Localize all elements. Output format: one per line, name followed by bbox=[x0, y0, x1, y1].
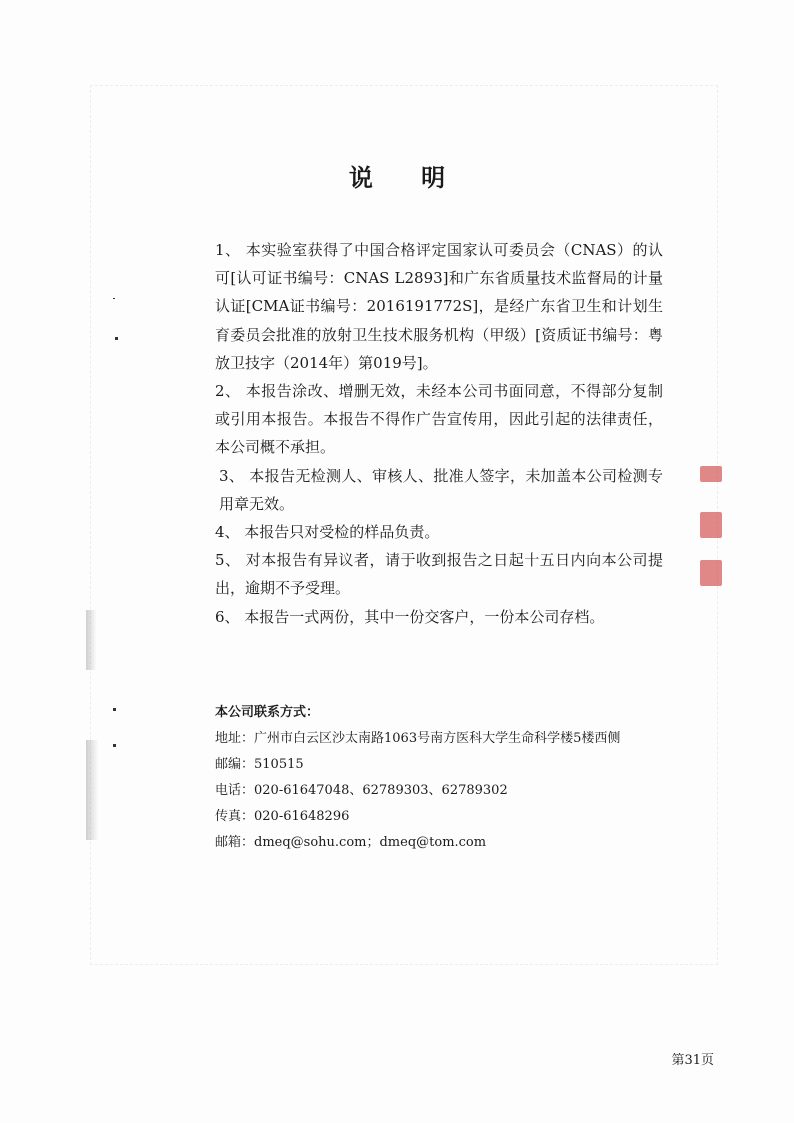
seal-stamp-fragment bbox=[700, 466, 722, 482]
scan-speck bbox=[113, 298, 115, 299]
contact-fax: 传真：020-61648296 bbox=[215, 809, 350, 824]
contact-address: 地址：广州市白云区沙太南路1063号南方医科大学生命科学楼5楼西侧 bbox=[215, 731, 621, 746]
statement-item-3: 3、 本报告无检测人、审核人、批准人签字，未加盖本公司检测专用章无效。 bbox=[219, 466, 663, 513]
contact-email: 邮箱：dmeq@sohu.com；dmeq@tom.com bbox=[215, 835, 487, 850]
scan-speck bbox=[115, 337, 118, 340]
scan-speck bbox=[113, 708, 116, 711]
seal-stamp-fragment bbox=[700, 512, 722, 538]
statement-item-1: 1、 本实验室获得了中国合格评定国家认可委员会（CNAS）的认可[认可证书编号：CNAS L2893]和广东省质量技术监督局的计量认证[CMA证书编号：2016191772S]，是经广东省卫生和计划生育委员会批准的放射卫生技术服务机构（甲级）[资质证书编号：粤放卫技字（2014年）第019号]。 bbox=[215, 241, 663, 372]
statement-item-6: 6、 本报告一式两份，其中一份交客户，一份本公司存档。 bbox=[215, 607, 605, 626]
scan-smudge bbox=[86, 740, 98, 840]
seal-stamp-fragment bbox=[700, 560, 722, 586]
scan-smudge bbox=[86, 610, 96, 670]
scan-speck bbox=[113, 744, 116, 747]
statement-item-4: 4、 本报告只对受检的样品负责。 bbox=[215, 523, 440, 542]
page-title: 说 明 bbox=[348, 163, 466, 192]
statement-item-5: 5、 对本报告有异议者，请于收到报告之日起十五日内向本公司提出，逾期不予受理。 bbox=[215, 551, 663, 598]
statement-list bbox=[215, 236, 663, 631]
contact-heading: 本公司联系方式： bbox=[215, 705, 320, 720]
page-number: 第31页 bbox=[671, 1053, 714, 1068]
contact-postcode: 邮编：510515 bbox=[215, 757, 304, 772]
statement-item-2: 2、 本报告涂改、增删无效，未经本公司书面同意，不得部分复制或引用本报告。本报告不得作广告宣传用，因此引起的法律责任，本公司概不承担。 bbox=[215, 382, 663, 457]
contact-section bbox=[215, 704, 675, 860]
contact-phone: 电话：020-61647048、62789303、62789302 bbox=[215, 783, 508, 798]
